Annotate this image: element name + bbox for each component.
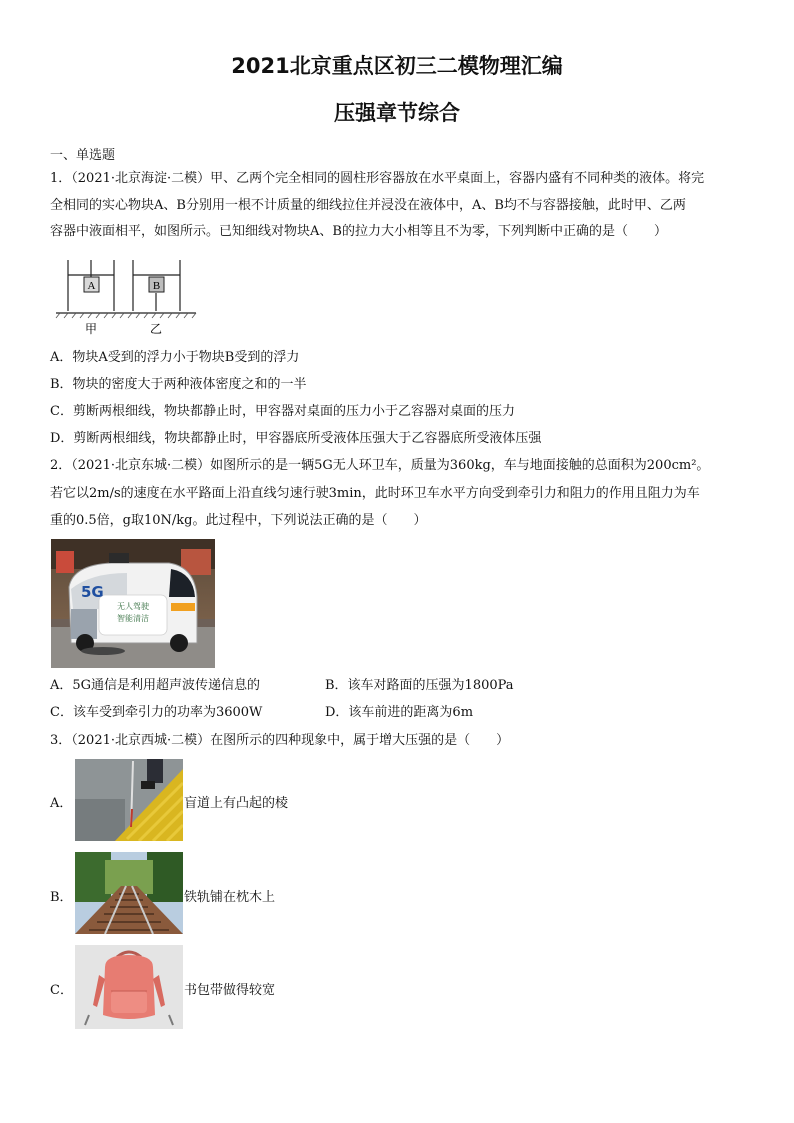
q3-option-a-text: 盲道上有凸起的棱 bbox=[184, 796, 289, 811]
q2-option-b: B．该车对路面的压强为1800Pa bbox=[325, 678, 514, 693]
block-b-label: B bbox=[152, 280, 161, 292]
q2-option-d: D．该车前进的距离为6m bbox=[325, 705, 474, 720]
photo-5g-tag: 5G bbox=[81, 583, 104, 601]
label-yi: 乙 bbox=[149, 322, 163, 336]
railway-track-photo bbox=[75, 852, 183, 934]
q1-text-line: 1．（2021·北京海淀·二模）甲、乙两个完全相同的圆柱形容器放在水平桌面上，容器内盛有不同种类的液体。将完 bbox=[50, 171, 705, 186]
q3-option-c-text: 书包带做得较宽 bbox=[184, 983, 276, 998]
q3-option-b-text: 铁轨铺在枕木上 bbox=[184, 890, 276, 905]
q1-option-b: B．物块的密度大于两种液体密度之和的一半 bbox=[50, 377, 307, 392]
q1-text-line: 容器中液面相平，如图所示。已知细线对物块A、B的拉力大小相等且不为零，下列判断中正确的是（ ） bbox=[50, 224, 667, 239]
q3-option-a-label: A． bbox=[50, 796, 73, 811]
photo-text-line2: 智能清洁 bbox=[117, 614, 149, 623]
document-subtitle: 压强章节综合 bbox=[334, 101, 460, 125]
q2-text-line: 重的0.5倍，g取10N/kg。此过程中，下列说法正确的是（ ） bbox=[50, 513, 427, 528]
section-heading: 一、单选题 bbox=[50, 148, 116, 163]
q1-text-line: 全相同的实心物块A、B分别用一根不计质量的细线拉住并浸没在液体中，A、B均不与容器接触，此时甲、乙两 bbox=[50, 198, 686, 213]
backpack-photo bbox=[75, 945, 183, 1029]
q1-option-a: A．物块A受到的浮力小于物块B受到的浮力 bbox=[50, 350, 300, 365]
block-a-label: A bbox=[87, 280, 96, 292]
q3-text-line: 3．（2021·北京西城·二模）在图所示的四种现象中，属于增大压强的是（ ） bbox=[50, 733, 510, 748]
q2-text-line: 若它以2m/s的速度在水平路面上沿直线匀速行驶3min，此时环卫车水平方向受到牵引力和阻力的作用且阻力为车 bbox=[50, 486, 700, 501]
q2-option-c: C．该车受到牵引力的功率为3600W bbox=[50, 705, 263, 720]
q2-sweeper-photo bbox=[51, 539, 215, 668]
q2-text-line: 2．（2021·北京东城·二模）如图所示的是一辆5G无人环卫车，质量为360kg，车与地面接触的总面积为200cm²。 bbox=[50, 458, 710, 473]
document-title: 2021北京重点区初三二模物理汇编 bbox=[231, 54, 563, 78]
label-jia: 甲 bbox=[84, 322, 98, 336]
q2-option-a: A．5G通信是利用超声波传递信息的 bbox=[50, 678, 261, 693]
photo-text-line1: 无人驾驶 bbox=[117, 602, 149, 611]
q1-option-c: C．剪断两根细线，物块都静止时，甲容器对桌面的压力小于乙容器对桌面的压力 bbox=[50, 404, 515, 419]
q3-option-b-label: B． bbox=[50, 890, 73, 905]
q3-option-c-label: C． bbox=[50, 983, 73, 998]
q1-option-d: D．剪断两根细线，物块都静止时，甲容器底所受液体压强大于乙容器底所受液体压强 bbox=[50, 431, 542, 446]
tactile-paving-photo bbox=[75, 759, 183, 841]
q1-container-figure bbox=[54, 255, 200, 337]
